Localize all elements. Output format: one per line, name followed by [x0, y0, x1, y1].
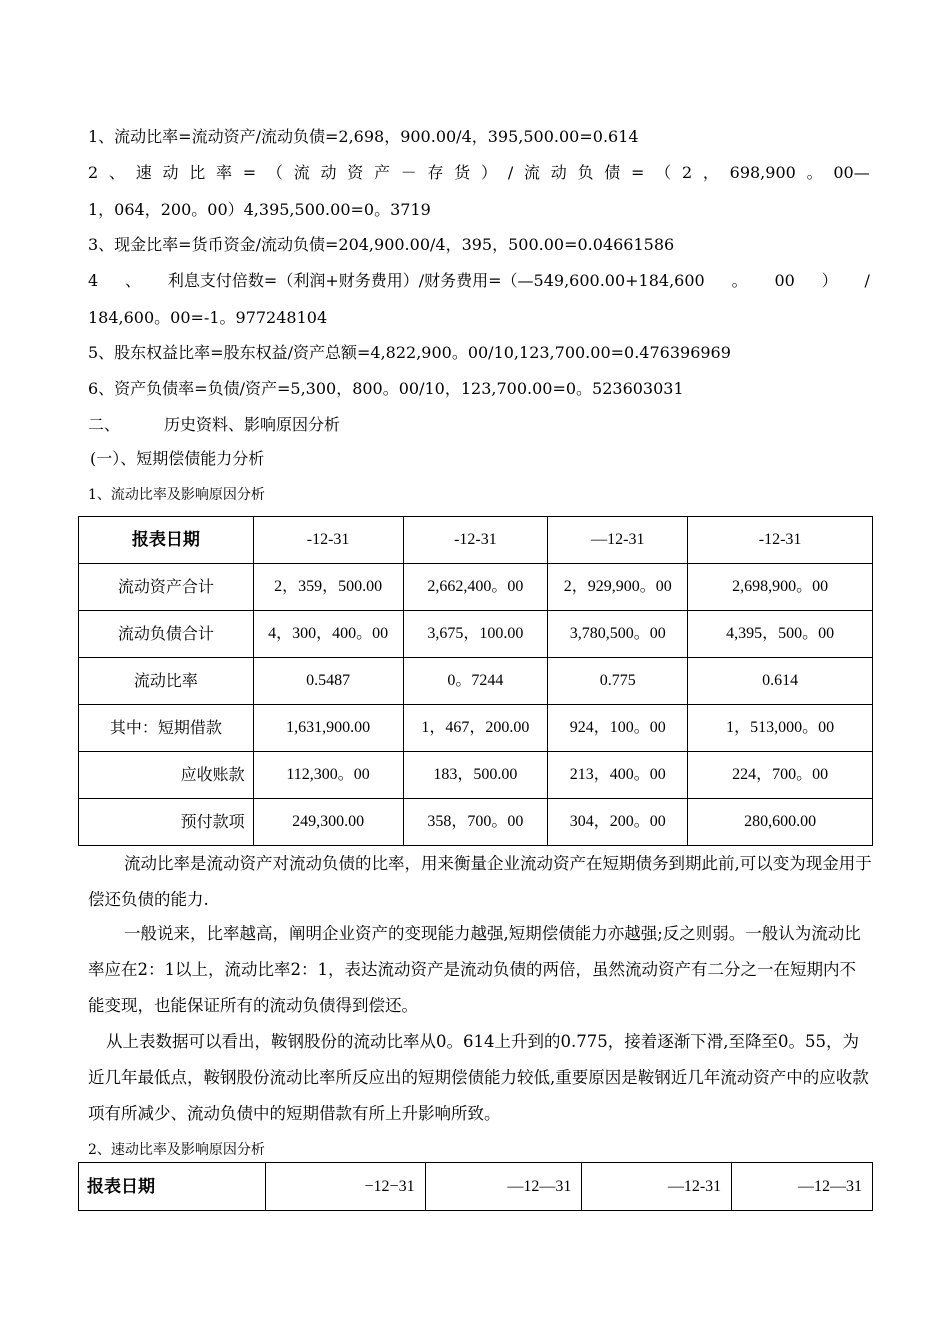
value-cell: 2，359，500.00	[253, 564, 403, 611]
formula-token: 、	[108, 163, 125, 182]
value-cell: 0.775	[548, 658, 688, 705]
subsection-heading: (一）、短期偿债能力分析	[90, 449, 265, 468]
header-date-cell: -12-31	[253, 517, 403, 564]
section-title: 历史资料、影响原因分析	[164, 415, 341, 434]
value-cell: 1，513,000。00	[688, 705, 873, 752]
formula-token: 动	[550, 163, 567, 182]
current-ratio-table	[78, 516, 873, 846]
quick-ratio-table	[78, 1162, 873, 1211]
value-cell: 112,300。00	[253, 752, 403, 799]
formula-token: 2	[88, 163, 99, 182]
formula-token: （	[655, 163, 672, 182]
value-cell: 183，500.00	[403, 752, 548, 799]
value-cell: 2，929,900。00	[548, 564, 688, 611]
quick-ratio-formula	[88, 163, 870, 183]
value-cell: 0.5487	[253, 658, 403, 705]
value-cell: 4，300，400。00	[253, 611, 403, 658]
formula-token: 存	[427, 163, 444, 182]
header-date-cell: −12−31	[265, 1163, 425, 1211]
header-label-cell: 报表日期	[79, 517, 254, 564]
quick-ratio-formula-continued: 1，064，200。00）4,395,500.00=0。3719	[88, 200, 431, 219]
formula-token: 比	[189, 163, 206, 182]
table1-caption: 1、流动比率及影响原因分析	[88, 487, 265, 503]
section-number: 二、	[88, 415, 121, 434]
interest-coverage-formula	[88, 271, 870, 291]
value-cell: 1，467，200.00	[403, 705, 548, 752]
formula-token: /	[864, 271, 870, 290]
table-row	[79, 799, 873, 846]
formula-token: 率	[216, 163, 233, 182]
header-label-cell: 报表日期	[79, 1163, 266, 1211]
debt-ratio-formula: 6、资产负债率=负债/资产=5,300，800。00/10，123,700.00=0。523603031	[88, 379, 684, 398]
row-label-cell: 预付款项	[79, 799, 254, 846]
formula-token: 698,900	[729, 163, 796, 182]
formula-token: 4	[88, 271, 99, 290]
formula-token: 速	[135, 163, 152, 182]
value-cell: 280,600.00	[688, 799, 873, 846]
header-date-cell: —12-31	[548, 517, 688, 564]
value-cell: 2,662,400。00	[403, 564, 548, 611]
formula-token: 2	[681, 163, 693, 182]
formula-token: ）	[481, 163, 498, 182]
table-row	[79, 705, 873, 752]
formula-token: 负	[577, 163, 594, 182]
value-cell: 304，200。00	[548, 799, 688, 846]
paragraph-interpretation: 一般说来，比率越高，阐明企业资产的变现能力越强,短期偿债能力亦越强;反之则弱。一般认为流动比率应在2：1以上，流动比率2：1，表达流动资产是流动负债的两倍，虽然流动资产有二分之一在短期内不能变现，也能保证所有的流动负债得到偿还。	[88, 924, 861, 1015]
row-label-cell: 流动负债合计	[79, 611, 254, 658]
formula-token: 资	[347, 163, 364, 182]
formula-token: （	[266, 163, 283, 182]
formula-token: ，	[702, 163, 719, 182]
value-cell: 358，700。00	[403, 799, 548, 846]
formula-token: =	[242, 163, 257, 182]
formula-token: /	[507, 163, 514, 182]
row-label-cell: 应收账款	[79, 752, 254, 799]
formula-token: 、	[125, 271, 142, 290]
table-header-row	[79, 1163, 873, 1211]
formula-token: ）	[821, 271, 838, 290]
table-row	[79, 752, 873, 799]
formula-token: 货	[454, 163, 471, 182]
cash-ratio-formula: 3、现金比率=货币资金/流动负债=204,900.00/4，395，500.00=0.04661586	[88, 235, 675, 254]
value-cell: 2,698,900。00	[688, 564, 873, 611]
formula-token: 流	[293, 163, 310, 182]
value-cell: 1,631,900.00	[253, 705, 403, 752]
interest-coverage-formula-continued: 184,600。00=-1。977248104	[88, 308, 328, 327]
formula-token: 动	[162, 163, 179, 182]
row-label-cell: 其中：短期借款	[79, 705, 254, 752]
value-cell: 224，700。00	[688, 752, 873, 799]
section-heading	[88, 415, 340, 435]
formula-token: －	[400, 163, 417, 182]
equity-ratio-formula: 5、股东权益比率=股东权益/资产总额=4,822,900。00/10,123,700.00=0.476396969	[88, 343, 731, 362]
value-cell: 3,780,500。00	[548, 611, 688, 658]
formula-token: 利息支付倍数=（利润+财务费用）/财务费用=（—549,600.00+184,600	[167, 271, 705, 290]
formula-token: 动	[320, 163, 337, 182]
formula-token: 债	[604, 163, 621, 182]
value-cell: 4,395，500。00	[688, 611, 873, 658]
value-cell: 3,675，100.00	[403, 611, 548, 658]
formula-token: 流	[523, 163, 540, 182]
table2-caption: 2、速动比率及影响原因分析	[88, 1142, 265, 1158]
formula-token: 00	[774, 271, 795, 290]
paragraph-analysis: 从上表数据可以看出，鞍钢股份的流动比率从0。614上升到的0.775，接着逐渐下滑,至降至0。55，为近几年最低点，鞍钢股份流动比率所反应出的短期偿债能力较低,重要原因是鞍钢近几年流动资产中的应收款项有所减少、流动负债中的短期借款有所上升影响所致。	[88, 1032, 869, 1123]
header-date-cell: —12—31	[425, 1163, 582, 1211]
table-row	[79, 611, 873, 658]
formula-token: 产	[373, 163, 390, 182]
paragraph-definition: 流动比率是流动资产对流动负债的比率，用来衡量企业流动资产在短期债务到期此前,可以变为现金用于偿还负债的能力.	[88, 854, 872, 909]
header-date-cell: —12—31	[732, 1163, 873, 1211]
value-cell: 213，400。00	[548, 752, 688, 799]
value-cell: 0.614	[688, 658, 873, 705]
formula-token: 00—	[833, 163, 870, 182]
value-cell: 0。7244	[403, 658, 548, 705]
table-header-row	[79, 517, 873, 564]
formula-token: 。	[731, 271, 748, 290]
header-date-cell: -12-31	[403, 517, 548, 564]
value-cell: 249,300.00	[253, 799, 403, 846]
formula-token: =	[631, 163, 645, 182]
formula-token: 。	[806, 163, 823, 182]
table-row	[79, 658, 873, 705]
header-date-cell: —12-31	[582, 1163, 732, 1211]
header-date-cell: -12-31	[688, 517, 873, 564]
row-label-cell: 流动比率	[79, 658, 254, 705]
row-label-cell: 流动资产合计	[79, 564, 254, 611]
current-ratio-formula: 1、流动比率=流动资产/流动负债=2,698，900.00/4，395,500.00=0.614	[88, 127, 639, 146]
value-cell: 924，100。00	[548, 705, 688, 752]
table-row	[79, 564, 873, 611]
